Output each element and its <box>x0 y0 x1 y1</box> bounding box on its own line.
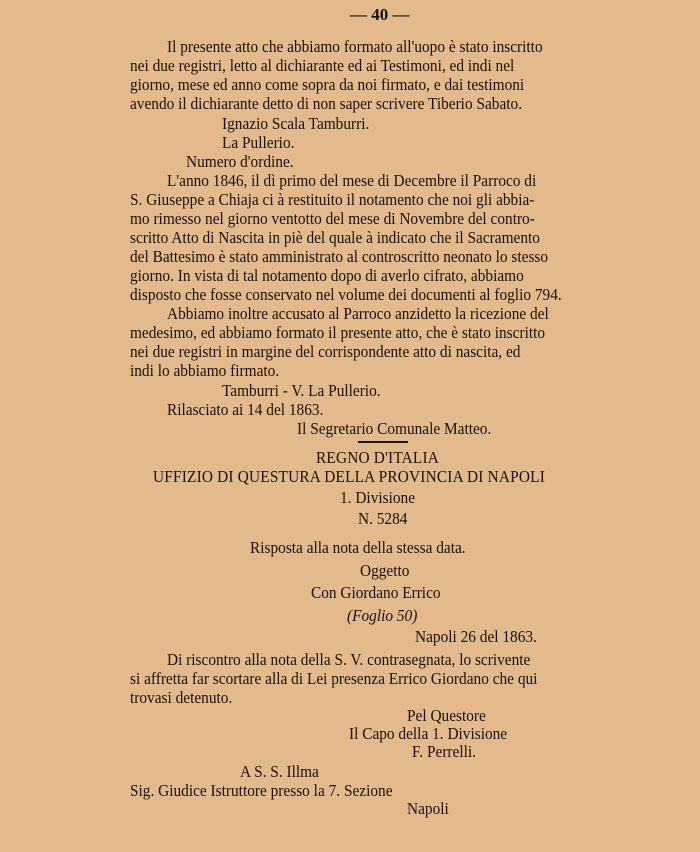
numero-ordine: Numero d'ordine. <box>186 152 294 171</box>
paragraph-2-line-1: L'anno 1846, il dì primo del mese di Decembre il Parroco di <box>167 171 537 190</box>
paragraph-2-line-4: scritto Atto di Nascita in piè del quale à indicato che il Sacramento <box>130 228 540 247</box>
oggetto-line: Oggetto <box>360 561 410 580</box>
address-recipient: Sig. Giudice Istruttore presso la 7. Sezione <box>130 781 393 800</box>
uffizio-heading: UFFIZIO DI QUESTURA DELLA PROVINCIA DI NAPOLI <box>153 467 545 486</box>
con-line: Con Giordano Errico <box>311 583 441 602</box>
paragraph-3-line-1: Abbiamo inoltre accusato al Parroco anzidetto la ricezione del <box>167 304 549 323</box>
paragraph-3-line-4: indi lo abbiamo firmato. <box>130 361 280 380</box>
date-line: Napoli 26 del 1863. <box>415 627 537 646</box>
paragraph-4-line-2: si affretta far scortare alla di Lei presenza Errico Giordano che qui <box>130 669 538 688</box>
paragraph-4-line-1: Di riscontro alla nota della S. V. contrasegnata, lo scrivente <box>167 650 531 669</box>
paragraph-4-line-3: trovasi detenuto. <box>130 688 233 707</box>
paragraph-2-line-5: del Battesimo è stato amministrato al controscritto neonato lo stesso <box>130 247 549 266</box>
address-title: A S. S. Illma <box>240 762 319 781</box>
paragraph-1-line-3: giorno, mese ed anno come sopra da noi firmato, e dai testimoni <box>130 75 525 94</box>
perrelli-signature: F. Perrelli. <box>412 742 476 761</box>
paragraph-1-line-2: nei due registri, letto al dichiarante ed ai Testimoni, ed indi nel <box>130 56 515 75</box>
paragraph-1-line-4: avendo il dichiarante detto di non saper scrivere Tiberio Sabato. <box>130 94 523 113</box>
divisione-line: 1. Divisione <box>340 488 416 507</box>
segretario-line: Il Segretario Comunale Matteo. <box>297 419 492 438</box>
capo-divisione: Il Capo della 1. Divisione <box>349 724 508 743</box>
address-city: Napoli <box>407 799 449 818</box>
paragraph-2-line-2: S. Giuseppe a Chiaja ci à restituito il notamento che noi gli abbia- <box>130 190 535 209</box>
signature-pullerio: La Pullerio. <box>222 133 295 152</box>
signature-scala: Ignazio Scala Tamburri. <box>222 114 370 133</box>
pel-questore: Pel Questore <box>407 706 486 725</box>
signature-tamburri: Tamburri - V. La Pullerio. <box>222 381 381 400</box>
paragraph-1-line-1: Il presente atto che abbiamo formato all'uopo è stato inscritto <box>167 37 543 56</box>
section-divider <box>358 441 408 443</box>
paragraph-2-line-3: mo rimesso nel giorno ventotto del mese di Novembre del contro- <box>130 209 535 228</box>
rilasciato-line: Rilasciato ai 14 del 1863. <box>167 400 324 419</box>
risposta-line: Risposta alla nota della stessa data. <box>250 538 466 557</box>
paragraph-2-line-6: giorno. In vista di tal notamento dopo di averlo cifrato, abbiamo <box>130 266 524 285</box>
foglio-line: (Foglio 50) <box>347 606 418 625</box>
page-number: — 40 — <box>350 5 410 24</box>
paragraph-2-line-7: disposto che fosse conservato nel volume dei documenti al foglio 794. <box>130 285 562 304</box>
paragraph-3-line-2: medesimo, ed abbiamo formato il presente atto, che è stato inscritto <box>130 323 546 342</box>
paragraph-3-line-3: nei due registri in margine del corrispondente atto di nascita, ed <box>130 342 521 361</box>
numero-line: N. 5284 <box>358 509 408 528</box>
regno-heading: REGNO D'ITALIA <box>316 448 440 467</box>
